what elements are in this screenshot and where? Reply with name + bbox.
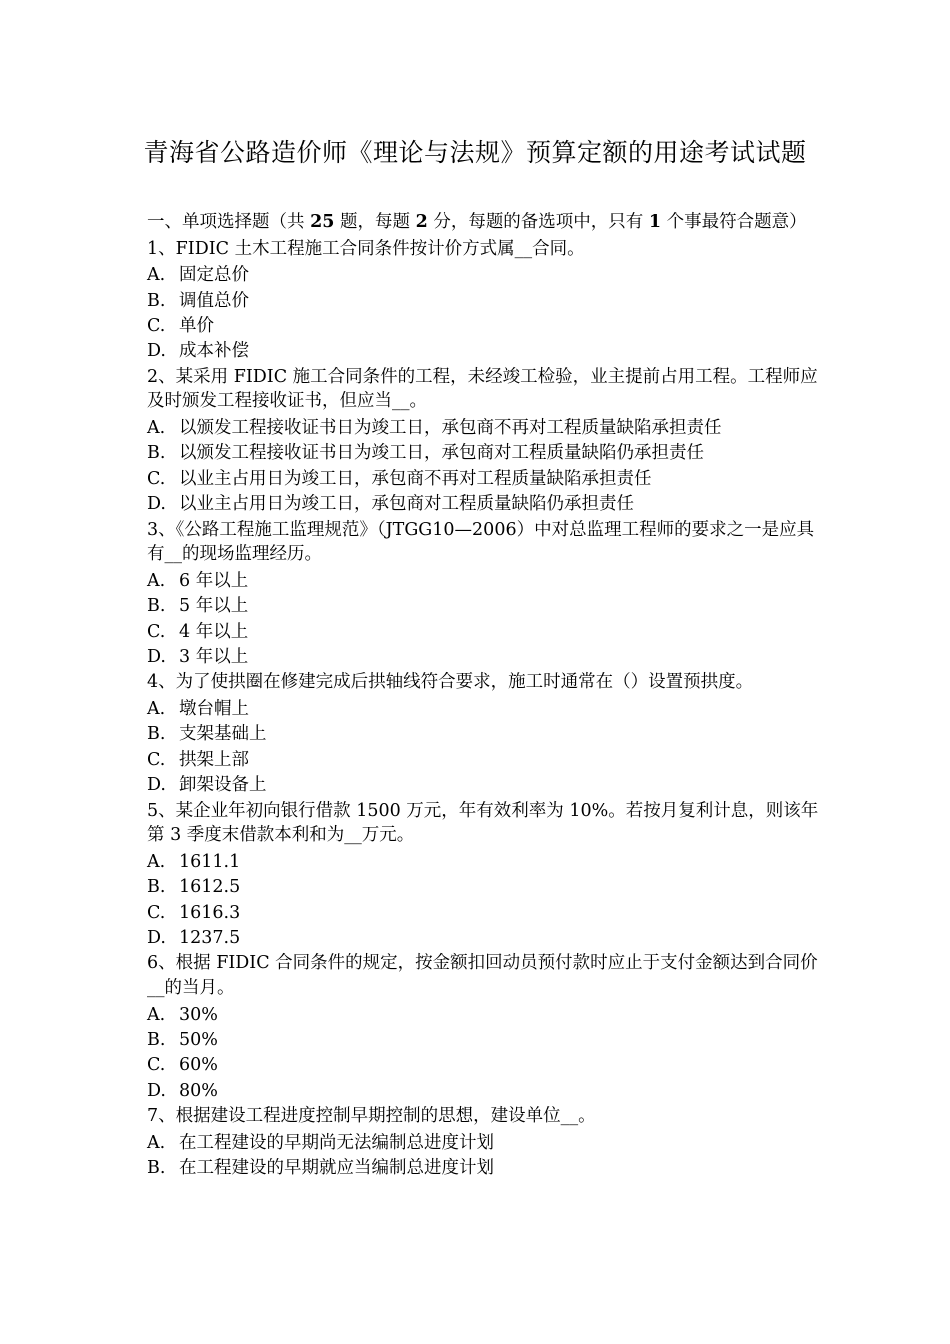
answer-option [147, 1156, 819, 1181]
option-letter: D. [147, 775, 166, 796]
document-body [147, 210, 819, 1182]
option-text: 4 年以上 [179, 621, 249, 642]
section-heading-text: 题，每题 [334, 212, 416, 232]
option-letter: C. [147, 902, 166, 923]
option-letter: D. [147, 494, 166, 515]
option-letter: D. [147, 647, 166, 668]
option-letter: A. [147, 1132, 166, 1153]
option-letter: B. [147, 443, 166, 464]
option-text: 1237.5 [179, 928, 241, 949]
option-letter: C. [147, 1055, 166, 1076]
option-letter: A. [147, 699, 166, 720]
option-text: 固定总价 [179, 265, 249, 286]
option-text: 50% [179, 1030, 218, 1051]
option-text: 以业主占用日为竣工日，承包商对工程质量缺陷仍承担责任 [179, 494, 634, 515]
option-letter: D. [147, 1080, 166, 1101]
option-letter: A. [147, 570, 166, 591]
option-text: 卸架设备上 [179, 775, 267, 796]
option-text: 以业主占用日为竣工日，承包商不再对工程质量缺陷承担责任 [179, 468, 652, 489]
answer-option [147, 314, 819, 339]
option-text: 单价 [179, 316, 214, 336]
question-stem: 7、根据建设工程进度控制早期控制的思想，建设单位__。 [147, 1106, 596, 1127]
option-letter: A. [147, 418, 166, 438]
answer-option [147, 467, 819, 492]
answer-option [147, 263, 819, 288]
points-per-question: 2 [415, 212, 428, 232]
option-text: 在工程建设的早期就应当编制总进度计划 [179, 1158, 494, 1179]
answer-option [147, 569, 819, 594]
question-stem: 1、FIDIC 土木工程施工合同条件按计价方式属__合同。 [147, 238, 585, 259]
option-letter: B. [147, 877, 166, 898]
correct-option-count: 1 [648, 212, 662, 232]
option-letter: A. [147, 851, 166, 872]
option-letter: C. [147, 621, 166, 642]
section-heading-text: 分，每题的备选项中，只有 [427, 212, 649, 232]
answer-option [147, 697, 819, 722]
option-text: 在工程建设的早期尚无法编制总进度计划 [179, 1132, 494, 1153]
question-stem: 2、某采用 FIDIC 施工合同条件的工程，未经竣工检验，业主提前占用工程。工程师应及时颁发工程接收证书，但应当__。 [147, 366, 818, 412]
option-text: 以颁发工程接收证书日为竣工日，承包商对工程质量缺陷仍承担责任 [179, 443, 704, 464]
answer-option [147, 1003, 819, 1028]
answer-option [147, 1053, 819, 1078]
option-letter: B. [147, 1158, 166, 1179]
option-text: 30% [179, 1004, 218, 1025]
answer-option [147, 339, 819, 364]
option-text: 80% [179, 1080, 218, 1101]
option-letter: C. [147, 749, 166, 770]
answer-option [147, 901, 819, 926]
answer-option [147, 645, 819, 670]
answer-option [147, 748, 819, 773]
question-stem: 3、《公路工程施工监理规范》（JTGG10—2006）中对总监理工程师的要求之一是应具有__的现场监理经历。 [147, 519, 815, 565]
option-text: 拱架上部 [179, 749, 249, 770]
option-letter: C. [147, 468, 166, 489]
question-stem: 6、根据 FIDIC 合同条件的规定，按金额扣回动员预付款时应止于支付金额达到合同价__的当月。 [147, 953, 818, 999]
answer-option [147, 441, 819, 466]
option-text: 以颁发工程接收证书日为竣工日，承包商不再对工程质量缺陷承担责任 [179, 418, 722, 438]
answer-option [147, 289, 819, 314]
option-letter: C. [147, 316, 166, 336]
option-letter: D. [147, 341, 166, 362]
option-letter: D. [147, 928, 166, 949]
section-heading [147, 210, 819, 235]
option-letter: A. [147, 1004, 166, 1025]
answer-option [147, 773, 819, 798]
answer-option [147, 875, 819, 900]
document-title: 青海省公路造价师《理论与法规》预算定额的用途考试试题 [143, 138, 807, 167]
answer-option [147, 1131, 819, 1156]
question-stem: 4、为了使拱圈在修建完成后拱轴线符合要求，施工时通常在（）设置预拱度。 [147, 672, 754, 693]
answer-option [147, 1079, 819, 1104]
option-text: 5 年以上 [179, 596, 249, 617]
answer-option [147, 1028, 819, 1053]
answer-option [147, 594, 819, 619]
section-heading-text: 一、单项选择题（共 [147, 212, 311, 232]
option-letter: B. [147, 290, 166, 311]
answer-option [147, 416, 819, 441]
option-text: 支架基础上 [179, 724, 267, 745]
option-text: 3 年以上 [179, 647, 249, 668]
answer-option [147, 620, 819, 645]
answer-option [147, 722, 819, 747]
option-text: 1612.5 [179, 877, 241, 898]
option-letter: B. [147, 596, 166, 617]
option-letter: B. [147, 724, 166, 745]
answer-option [147, 492, 819, 517]
answer-option [147, 926, 819, 951]
option-text: 成本补偿 [179, 341, 249, 362]
option-text: 调值总价 [179, 290, 249, 311]
option-letter: A. [147, 265, 166, 286]
answer-option [147, 850, 819, 875]
option-text: 6 年以上 [179, 570, 249, 591]
option-text: 60% [179, 1055, 218, 1076]
option-text: 1611.1 [179, 851, 241, 872]
option-text: 1616.3 [179, 902, 241, 923]
question-stem: 5、某企业年初向银行借款 1500 万元，年有效利率为 10%。若按月复利计息，则该年第 3 季度末借款本利和为__万元。 [147, 800, 819, 846]
option-letter: B. [147, 1030, 166, 1051]
question-count: 25 [310, 212, 335, 232]
option-text: 墩台帽上 [179, 699, 249, 720]
section-heading-text: 个事最符合题意） [661, 212, 807, 232]
